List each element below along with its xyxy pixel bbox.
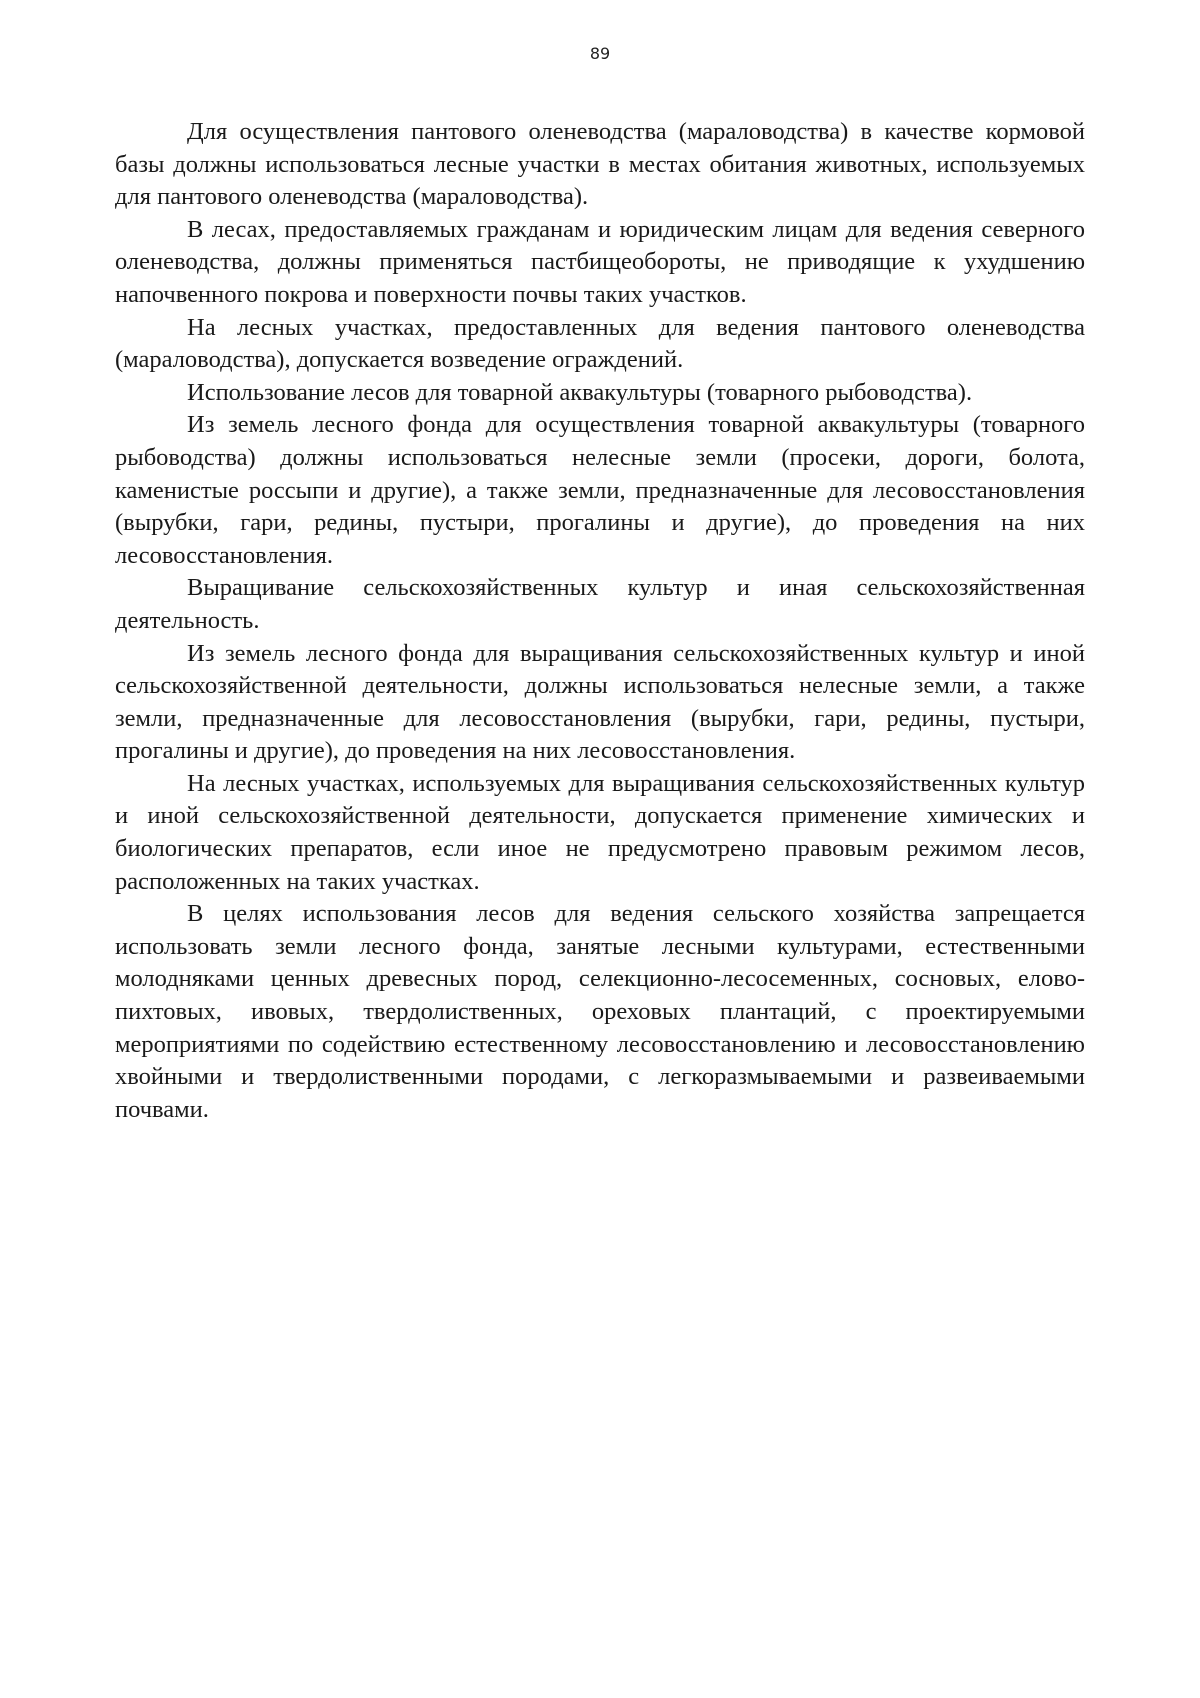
paragraph-chemical-preparations: На лесных участках, используемых для выращивания сельскохозяйственных культур и иной сельскохозяйственной деятельности, допускается применение химических и биологических препаратов, если иное не предусмотрено правовым режимом лесов, расположенных на таких участках. bbox=[115, 769, 1085, 895]
paragraph-reindeer-pasture-rotation: В лесах, предоставляемых гражданам и юридическим лицам для ведения северного оленеводства, должны применяться пастбищеобороты, не приводящие к ухудшению напочвенного покрова и поверхности почвы таких участков. bbox=[115, 215, 1085, 308]
paragraph-agriculture-lands: Из земель лесного фонда для выращивания сельскохозяйственных культур и иной сельскохозяйственной деятельности, должны использоваться нелесные земли, а также земли, предназначенные для лесовосстановления (вырубки, гари, редины, пустыри, прогалины и другие), до проведения на них лесовосстановления. bbox=[115, 639, 1085, 765]
page-number: 89 bbox=[589, 44, 611, 63]
document-body bbox=[115, 116, 1085, 1126]
paragraph-agriculture-heading: Выращивание сельскохозяйственных культур и иная сельскохозяйственная деятельность. bbox=[115, 574, 1085, 634]
paragraph-aquaculture-lands: Из земель лесного фонда для осуществления товарной аквакультуры (товарного рыбоводства) должны использоваться нелесные земли (просеки, дороги, болота, каменистые россыпи и другие), а также земли, предназначенные для лесовосстановления (вырубки, гари, редины, пустыри, прогалины и другие), до проведения на них лесовосстановления. bbox=[115, 411, 1085, 569]
paragraph-aquaculture-heading: Использование лесов для товарной аквакультуры (товарного рыбоводства). bbox=[187, 378, 973, 406]
paragraph-prohibited-lands: В целях использования лесов для ведения сельского хозяйства запрещается использовать земли лесного фонда, занятые лесными культурами, естественными молодняками ценных древесных пород, селекционно-лесосеменных, сосновых, елово-пихтовых, ивовых, твердолиственных, ореховых плантаций, с проектируемыми мероприятиями по содействию естественному лесовосстановлению и лесовосстановлению хвойными и твердолиственными породами, с легкоразмываемыми и развеиваемыми почвами. bbox=[115, 900, 1085, 1123]
paragraph-fencing-allowed: На лесных участках, предоставленных для ведения пантового оленеводства (мараловодства), допускается возведение ограждений. bbox=[115, 313, 1085, 374]
paragraph-antler-deer-forage: Для осуществления пантового оленеводства (мараловодства) в качестве кормовой базы должны использоваться лесные участки в местах обитания животных, используемых для пантового оленеводства (мараловодства). bbox=[115, 118, 1085, 211]
